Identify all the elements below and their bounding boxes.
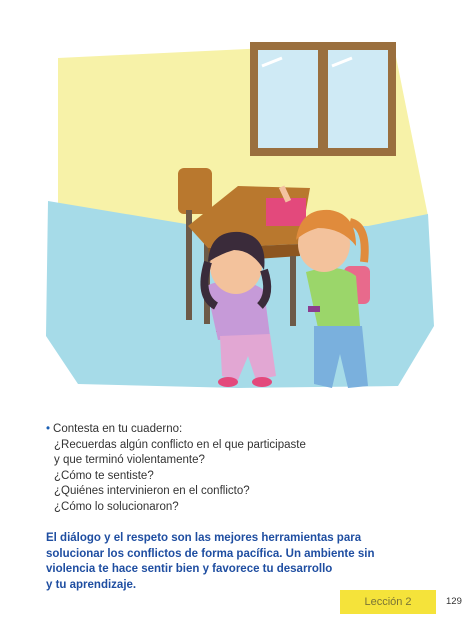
message-line: violencia te hace sentir bien y favorece tu desarrollo xyxy=(46,563,333,575)
notebook-questions xyxy=(46,422,426,515)
page-number: 129 xyxy=(446,596,462,607)
questions-lead-text: Contesta en tu cuaderno: xyxy=(53,423,183,435)
window-icon xyxy=(250,42,396,156)
questions-lead xyxy=(46,422,426,438)
bullet-icon: • xyxy=(46,423,51,435)
illustration-girls-pushing xyxy=(38,36,438,406)
question-line: ¿Cómo te sentiste? xyxy=(54,469,154,482)
question-line: ¿Quiénes intervinieron en el conflicto? xyxy=(54,485,250,497)
key-message xyxy=(46,531,376,593)
question-line: y que terminó violentamente? xyxy=(54,454,205,466)
question-line: ¿Recuerdas algún conflicto en el que participaste xyxy=(54,438,306,451)
message-line: El diálogo y el respeto son las mejores herramientas para xyxy=(46,532,362,544)
message-line: solucionar los conflictos de forma pacífica. Un ambiente sin xyxy=(46,547,375,560)
question-line: ¿Cómo lo solucionaron? xyxy=(54,500,179,513)
lesson-label: Lección 2 xyxy=(340,590,436,614)
message-line: y tu aprendizaje. xyxy=(46,578,137,591)
